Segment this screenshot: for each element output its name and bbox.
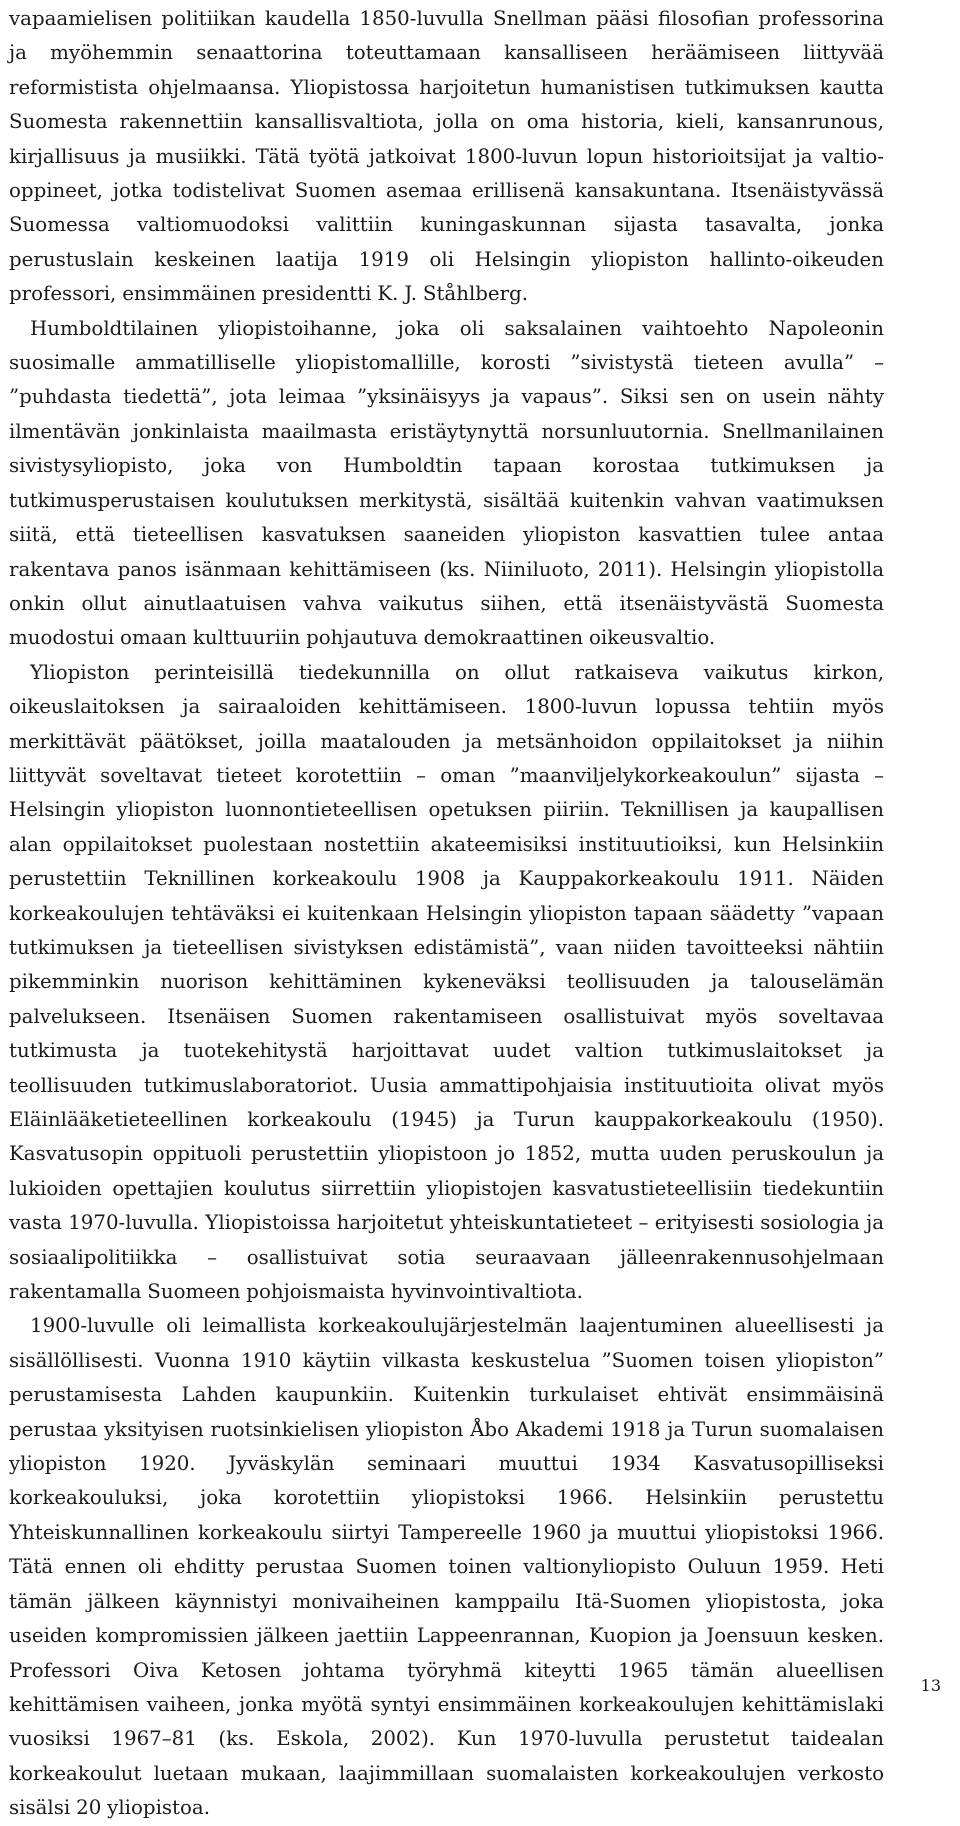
body-text	[9, 2, 884, 1826]
paragraph: vapaamielisen politiikan kaudella 1850-luvulla Snellman pääsi filosofian professorina ja myöhemmin senaattorina toteuttamaan kansalliseen heräämiseen liittyvää reformistista ohjelmaansa. Yliopistossa harjoitetun humanistisen tutkimuksen kautta Suomesta rakennettiin kansallisvaltiota, jolla on oma historia, kieli, kansanrunous, kirjallisuus ja musiikki. Tätä työtä jatkoivat 1800-luvun lopun historioitsijat ja valtio-oppineet, jotka todistelivat Suomen asemaa erillisenä kansakuntana. Itsenäistyvässä Suomessa valtiomuodoksi valittiin kuningaskunnan sijasta tasavalta, jonka perustuslain keskeinen laatija 1919 oli Helsingin yliopiston hallinto-oikeuden professori, ensimmäinen presidentti K. J. Ståhlberg.	[9, 7, 884, 306]
paragraph: 1900-luvulle oli leimallista korkeakoulujärjestelmän laajentuminen alueellisesti ja sisällöllisesti. Vuonna 1910 käytiin vilkasta keskustelua ”Suomen toisen yliopiston” perustamisesta Lahden kaupunkiin. Kuitenkin turkulaiset ehtivät ensimmäisinä perustaa yksityisen ruotsinkielisen yliopiston Åbo Akademi 1918 ja Turun suomalaisen yliopiston 1920. Jyväskylän seminaari muuttui 1934 Kasvatusopilliseksi korkeakouluksi, joka korotettiin yliopistoksi 1966. Helsinkiin perustettu Yhteiskunnallinen korkeakoulu siirtyi Tampereelle 1960 ja muuttui yliopistoksi 1966. Tätä ennen oli ehditty perustaa Suomen toinen valtionyliopisto Ouluun 1959. Heti tämän jälkeen käynnistyi monivaiheinen kamppailu Itä-Suomen yliopistosta, joka useiden kompromissien jälkeen jaettiin Lappeenrannan, Kuopion ja Joensuun kesken. Professori Oiva Ketosen johtama työryhmä kiteytti 1965 tämän alueellisen kehittämisen vaiheen, jonka myötä syntyi ensimmäinen korkeakoulujen kehittämislaki vuosiksi 1967–81 (ks. Eskola, 2002). Kun 1970-luvulla perustetut taidealan korkeakoulut luetaan mukaan, laajimmillaan suomalaisten korkeakoulujen verkosto sisälsi 20 yliopistoa.	[9, 1314, 884, 1820]
paragraph: Yliopiston perinteisillä tiedekunnilla on ollut ratkaiseva vaikutus kirkon, oikeuslaitoksen ja sairaaloiden kehittämiseen. 1800-luvun lopussa tehtiin myös merkittävät päätökset, joilla maatalouden ja metsänhoidon oppilaitokset ja niihin liittyvät soveltavat tieteet korotettiin – oman ”maanviljelykorkeakoulun” sijasta – Helsingin yliopiston luonnontieteellisen opetuksen piiriin. Teknillisen ja kaupallisen alan oppilaitokset puolestaan nostettiin akateemisiksi instituutioiksi, kun Helsinkiin perustettiin Teknillinen korkeakoulu 1908 ja Kauppakorkeakoulu 1911. Näiden korkeakoulujen tehtäväksi ei kuitenkaan Helsingin yliopiston tapaan säädetty ”vapaan tutkimuksen ja tieteellisen sivistyksen edistämistä”, vaan niiden tavoitteeksi nähtiin pikemminkin nuorison kehittäminen kykeneväksi teollisuuden ja talouselämän palvelukseen. Itsenäisen Suomen rakentamiseen osallistuivat myös soveltavaa tutkimusta ja tuotekehitystä harjoittavat uudet valtion tutkimuslaitokset ja teollisuuden tutkimuslaboratoriot. Uusia ammattipohjaisia instituutioita olivat myös Eläinlääketieteellinen korkeakoulu (1945) ja Turun kauppakorkeakoulu (1950). Kasvatusopin oppituoli perustettiin yliopistoon jo 1852, mutta uuden peruskoulun ja lukioiden opettajien koulutus siirrettiin yliopistojen kasvatustieteellisiin tiedekuntiin vasta 1970-luvulla. Yliopistoissa harjoitetut yhteiskuntatieteet – erityisesti sosiologia ja sosiaalipolitiikka – osallistuivat sotia seuraavaan jälleenrakennusohjelmaan rakentamalla Suomeen pohjoismaista hyvinvointivaltiota.	[9, 660, 884, 1304]
page-number: 13	[920, 1676, 941, 1695]
paragraph: Humboldtilainen yliopistoihanne, joka oli saksalainen vaihtoehto Napoleonin suosimalle ammatilliselle yliopistomallille, korosti ”sivistystä tieteen avulla” – ”puhdasta tiedettä”, jota leimaa ”yksinäisyys ja vapaus”. Siksi sen on usein nähty ilmentävän jonkinlaista maailmasta eristäytynyttä norsunluutornia. Snellmanilainen sivistysyliopisto, joka von Humboldtin tapaan korostaa tutkimuksen ja tutkimusperustaisen koulutuksen merkitystä, sisältää kuitenkin vahvan vaatimuksen siitä, että tieteellisen kasvatuksen saaneiden yliopiston kasvattien tulee antaa rakentava panos isänmaan kehittämiseen (ks. Niiniluoto, 2011). Helsingin yliopistolla onkin ollut ainutlaatuisen vahva vaikutus siihen, että itsenäistyvästä Suomesta muodostui omaan kulttuuriin pohjautuva demokraattinen oikeusvaltio.	[9, 316, 884, 650]
